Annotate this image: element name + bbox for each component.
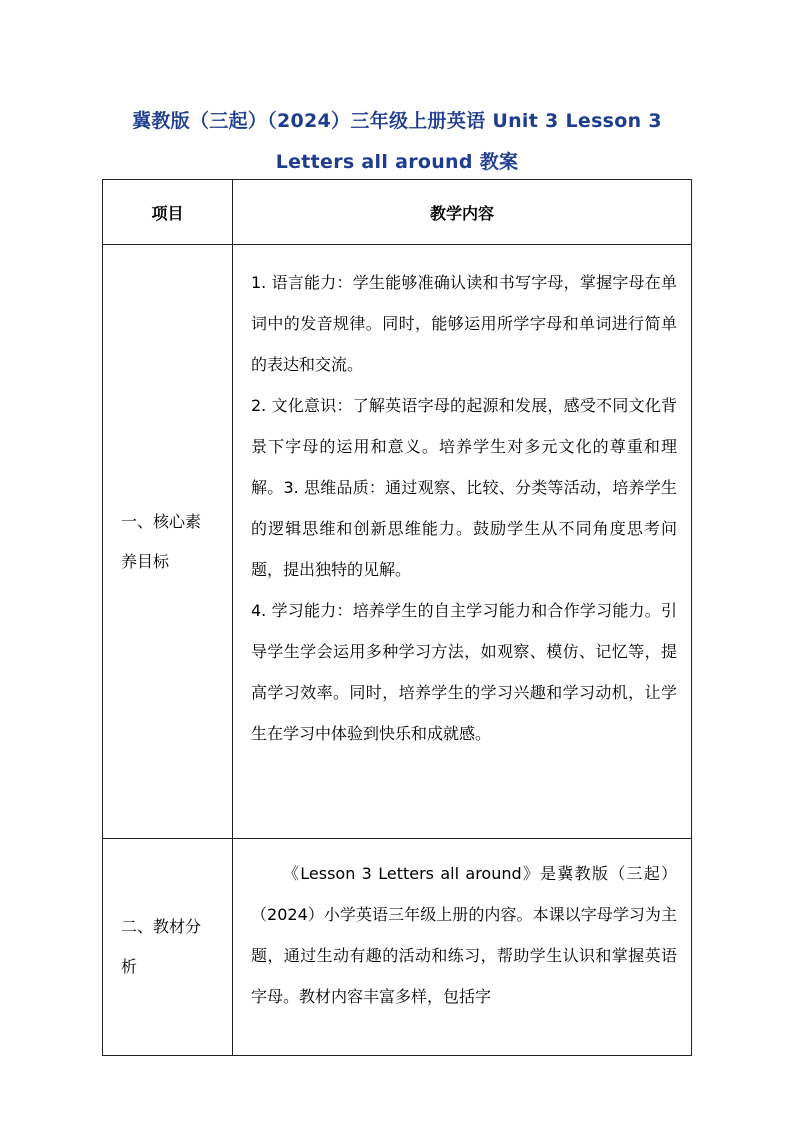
table-header-row [103,180,692,245]
paragraph: 2. 文化意识：了解英语字母的起源和发展，感受不同文化背景下字母的运用和意义。培养学生对多元文化的尊重和理解。3. 思维品质：通过观察、比较、分类等活动，培养学生的逻辑思维和创新思维能力。鼓励学生从不同角度思考问题，提出独特的见解。 [251,396,677,579]
table-row [103,245,692,839]
paragraph: 1. 语言能力：学生能够准确认读和书写字母，掌握字母在单词中的发音规律。同时，能够运用所学字母和单词进行简单的表达和交流。 [251,273,677,374]
header-item: 项目 [103,180,233,245]
lesson-plan-table [102,179,692,1056]
table-row [103,839,692,1056]
row-label-core-literacy: 一、核心素养目标 [103,245,233,839]
row-content-core-literacy [233,245,692,839]
paragraph: 4. 学习能力：培养学生的自主学习能力和合作学习能力。引导学生学会运用多种学习方法，如观察、模仿、记忆等，提高学习效率。同时，培养学生的学习兴趣和学习动机，让学生在学习中体验到快乐和成就感。 [251,601,677,743]
document-title-line-1: 冀教版（三起）（2024）三年级上册英语 Unit 3 Lesson 3 [132,110,662,132]
header-content: 教学内容 [233,180,692,245]
document-title-line-2: Letters all around 教案 [275,151,519,173]
row-content-textbook-analysis [233,839,692,1056]
paragraph: 《Lesson 3 Letters all around》是冀教版（三起）（2024）小学英语三年级上册的内容。本课以字母学习为主题，通过生动有趣的活动和练习，帮助学生认识和掌握英语字母。教材内容丰富多样，包括字 [251,864,677,1006]
row-label-textbook-analysis: 二、教材分析 [103,839,233,1056]
